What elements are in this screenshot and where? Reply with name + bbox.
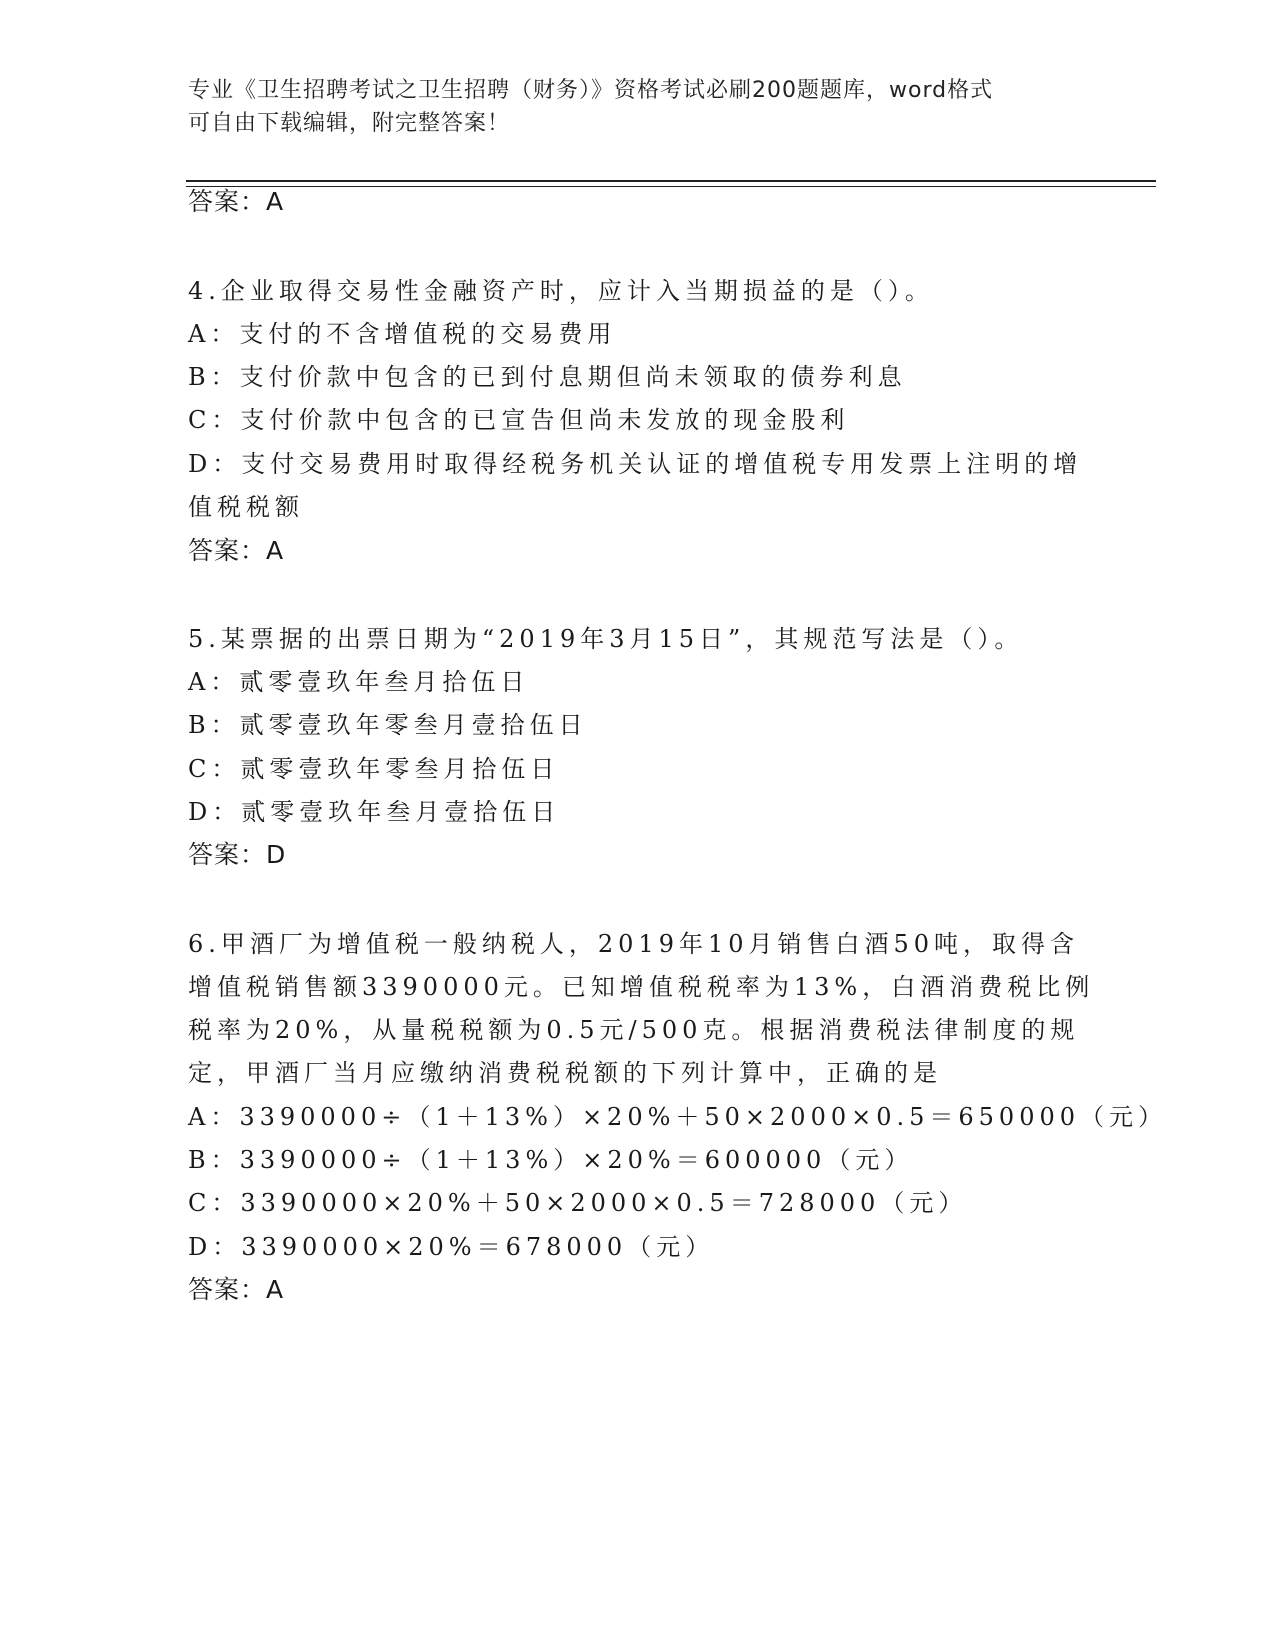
q5-option-d: D：贰零壹玖年叁月壹拾伍日: [188, 798, 561, 826]
q5-option-b: B：贰零壹玖年零叁月壹拾伍日: [188, 711, 588, 739]
q6-option-b: B：3390000÷（1＋13%）×20%＝600000（元）: [188, 1146, 914, 1174]
q6-option-c: C：3390000×20%＋50×2000×0.5＝728000（元）: [188, 1189, 968, 1217]
q4-answer: 答案：A: [188, 536, 285, 565]
q6-stem-line2: 增值税销售额3390000元。已知增值税税率为13%，白酒消费税比例: [188, 973, 1095, 1001]
q6-answer: 答案：A: [188, 1275, 285, 1304]
q6-stem-line1: 6.甲酒厂为增值税一般纳税人，2019年10月销售白酒50吨，取得含: [188, 930, 1080, 958]
q5-answer: 答案：D: [188, 840, 287, 869]
answer-prev: 答案：A: [188, 187, 285, 216]
q5-option-c: C：贰零壹玖年零叁月拾伍日: [188, 755, 560, 783]
q6-option-d: D：3390000×20%＝678000（元）: [188, 1233, 715, 1261]
header-line-2: 可自由下载编辑，附完整答案！: [188, 111, 511, 136]
document-header: [188, 74, 1088, 140]
q6-stem-line4: 定，甲酒厂当月应缴纳消费税税额的下列计算中，正确的是: [188, 1059, 942, 1087]
q4-option-d-line1: D：支付交易费用时取得经税务机关认证的增值税专用发票上注明的增: [188, 450, 1083, 478]
q4-option-a: A：支付的不含增值税的交易费用: [188, 320, 617, 348]
q4-option-d-line2: 值税税额: [188, 493, 304, 521]
q6-stem-line3: 税率为20%，从量税税额为0.5元/500克。根据消费税法律制度的规: [188, 1016, 1080, 1044]
q5-option-a: A：贰零壹玖年叁月拾伍日: [188, 668, 530, 696]
header-divider-thin: [186, 186, 1156, 187]
q4-stem: 4.企业取得交易性金融资产时，应计入当期损益的是（）。: [188, 277, 934, 305]
q4-option-c: C：支付价款中包含的已宣告但尚未发放的现金股利: [188, 406, 850, 434]
q5-stem: 5.某票据的出票日期为“2019年3月15日”，其规范写法是（）。: [188, 625, 1024, 653]
q4-option-b: B：支付价款中包含的已到付息期但尚未领取的债券利息: [188, 363, 907, 391]
q6-option-a: A：3390000÷（1＋13%）×20%＋50×2000×0.5＝650000（元）: [188, 1103, 1168, 1131]
header-line-1: 专业《卫生招聘考试之卫生招聘（财务）》资格考试必刷200题题库，word格式: [188, 78, 994, 103]
header-divider-thick: [186, 180, 1156, 182]
